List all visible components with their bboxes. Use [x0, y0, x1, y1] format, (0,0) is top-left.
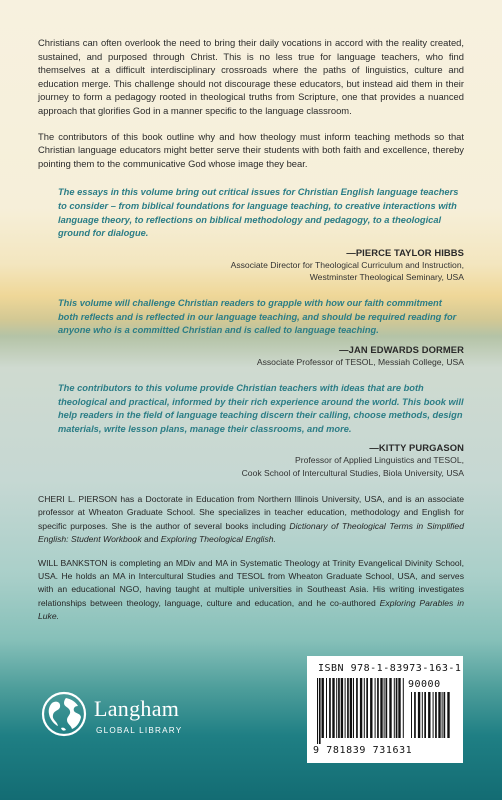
- bio-text: CHERI L. PIERSON has a Doctorate in Education from Northern Illinois University, USA, and is an associate professor at Wheaton Graduate School. She specializes in teacher education, methodology and English for specific purposes. She is the author of several books including: [38, 493, 464, 531]
- endorsement-2: [38, 297, 464, 368]
- intro-paragraph-2: The contributors of this book outline why and how theology must inform teaching methods so that Christian language educators might better serve their students with both faith and excellence, thereby pointing them to the communicative God whose image they bear.: [38, 130, 464, 169]
- endorser-name: —PIERCE TAYLOR HIBBS: [346, 246, 464, 258]
- endorser-role-line-1: Associate Professor of TESOL, Messiah College, USA: [256, 356, 464, 367]
- bio-text: WILL BANKSTON is completing an MDiv and MA in Systematic Theology at Trinity Evangelical Divinity School, USA. He holds an MA in Intercultural Studies and TESOL from Wheaton Graduate School, USA, and serves with an educational NGO, having taught at multiple universities in Southeast Asia. His writing investigates relationships between theology, language, culture and education, and he co-authored: [38, 557, 464, 608]
- endorsement-attribution: [38, 246, 464, 283]
- barcode-bar: [338, 678, 340, 738]
- barcode-bar: [336, 678, 337, 738]
- barcode-bar: [345, 678, 346, 738]
- barcode-bar: [396, 678, 398, 738]
- barcode-bar: [384, 678, 385, 738]
- barcode-bar: [329, 678, 331, 738]
- barcode-bar: [389, 678, 391, 738]
- publisher-logo: [40, 688, 190, 748]
- globe-icon: [40, 690, 88, 738]
- barcode-bar: [394, 678, 395, 738]
- barcode-digits: 9 781839 731631: [313, 745, 413, 756]
- barcode-bar: [319, 678, 321, 744]
- endorsement-quote: This volume will challenge Christian readers to grapple with how our faith commitment both reflects and is reflected in our language teaching, and should be required reading for anyone who is a committed Christian and is called to language teaching.: [58, 298, 457, 336]
- barcode-bar: [435, 692, 437, 738]
- barcode-bar: [398, 678, 400, 738]
- barcode-bar: [422, 692, 423, 738]
- endorser-role-line-1: Associate Director for Theological Curriculum and Instruction,: [230, 259, 464, 270]
- endorsement-quote: The essays in this volume bring out critical issues for Christian English language teachers to consider – from biblical foundations for language teaching, to creative interactions with language theory, to reflections on biblical methodology and pedagogy, to a theological ground for dialogue.: [58, 187, 459, 239]
- barcode-bar: [424, 692, 426, 738]
- barcode-bar: [322, 678, 324, 738]
- publisher-imprint: GLOBAL LIBRARY: [96, 726, 183, 735]
- endorsement-1: [38, 186, 464, 283]
- isbn-number: ISBN 978-1-83973-163-1: [318, 663, 462, 674]
- publisher-name: Langham: [94, 696, 180, 721]
- barcode-bar: [447, 692, 449, 738]
- endorser-name: —JAN EDWARDS DORMER: [339, 343, 464, 355]
- barcode-bar: [438, 692, 440, 738]
- barcode-bar: [347, 678, 349, 738]
- barcode-bar: [317, 678, 318, 744]
- author-bio-bankston: [38, 557, 464, 624]
- barcode-bar: [377, 678, 379, 738]
- barcode-bar: [360, 678, 362, 738]
- isbn-barcode: [307, 656, 463, 763]
- barcode-bar: [403, 678, 404, 738]
- barcode-bar: [364, 678, 365, 738]
- price-code-bars: [411, 692, 453, 744]
- barcode-bar: [341, 678, 343, 738]
- book-title: Dictionary of Theological Terms in Simplified English: Student Workbook: [38, 520, 464, 545]
- price-code: 90000: [408, 679, 441, 690]
- barcode-bar: [356, 678, 358, 738]
- barcode-bar: [444, 692, 446, 738]
- back-cover-text: [38, 36, 464, 634]
- book-title: Exploring Theological English.: [160, 534, 276, 545]
- barcode-bar: [375, 678, 376, 738]
- endorsement-3: [38, 382, 464, 479]
- barcode-bar: [414, 692, 416, 738]
- endorser-role-line-2: Cook School of Intercultural Studies, Biola University, USA: [241, 467, 464, 478]
- barcode-bar: [353, 678, 354, 738]
- barcode-bar: [428, 692, 430, 738]
- intro-paragraph-1: Christians can often overlook the need to bring their daily vocations in accord with the reality created, sustained, and purposed through Christ. This is no less true for language teachers, who find themselves at a difficult interdisciplinary crossroads where the paths of linguistics, culture and education merge. This challenge should not discourage these educators, but instead aid them in their journey to form a pedagogy rooted in theological truths from Scripture, one that provides a nuanced approach that glorifies God in a manner specific to the language classroom.: [38, 37, 464, 116]
- endorsement-attribution: [38, 343, 464, 368]
- barcode-bar: [366, 678, 368, 738]
- author-bio-pierson: [38, 493, 464, 547]
- barcode-bar: [418, 692, 420, 738]
- barcode-bar: [386, 678, 388, 738]
- barcode-bar: [433, 692, 434, 738]
- barcode-bar: [326, 678, 327, 738]
- book-title: Exploring Parables in Luke.: [38, 597, 464, 622]
- endorsement-quote: The contributors to this volume provide Christian teachers with ideas that are both theological and practical, informed by their rich experience around the world. This book will help readers in the field of language teaching discern their calling, choose methods, design materials, write lesson plans, manage their classrooms, and more.: [58, 383, 464, 434]
- endorser-role-line-2: Westminster Theological Seminary, USA: [309, 271, 464, 282]
- barcode-bar: [350, 678, 352, 738]
- endorser-name: —KITTY PURGASON: [369, 442, 464, 454]
- barcode-bar: [442, 692, 443, 738]
- endorsement-attribution: [38, 441, 464, 478]
- bio-text: and: [141, 534, 161, 545]
- barcode-bars: [317, 678, 407, 744]
- barcode-bar: [380, 678, 382, 738]
- barcode-bar: [332, 678, 334, 738]
- barcode-bar: [411, 692, 412, 738]
- barcode-bar: [370, 678, 372, 738]
- endorser-role-line-1: Professor of Applied Linguistics and TESOL,: [295, 455, 464, 466]
